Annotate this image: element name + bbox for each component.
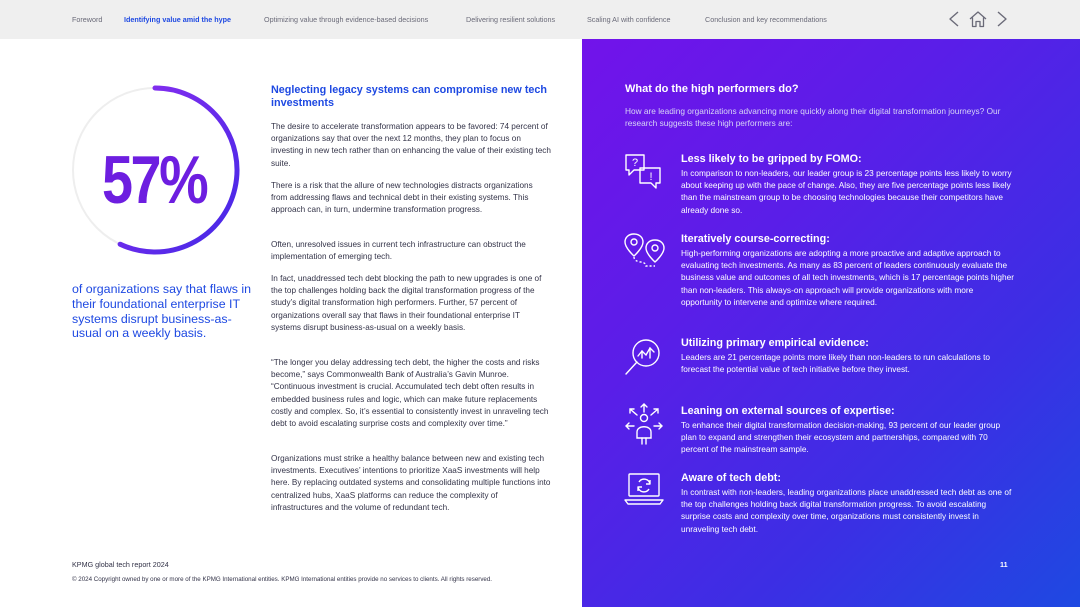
item-title: Less likely to be gripped by FOMO:: [681, 153, 862, 165]
item-title: Utilizing primary empirical evidence:: [681, 337, 869, 349]
stat-description: of organizations say that flaws in their foundational enterprise IT systems disrupt business-as-usual on a weekly basis.: [72, 282, 252, 341]
nav-tab-identifying-value[interactable]: Identifying value amid the hype: [124, 15, 232, 24]
stat-value: 57%: [102, 142, 207, 218]
top-navigation: [0, 0, 1080, 39]
magnifier-chart-icon: [622, 336, 666, 380]
nav-tab-conclusion[interactable]: Conclusion and key recommendations: [705, 15, 827, 24]
home-icon[interactable]: [968, 10, 988, 28]
article-paragraph: Organizations must strike a healthy balance between new and existing tech investments. Executives’ intentions to prioritize XaaS investments will help here. By replacing outdated systems and consolidating multiple functions into centralized hubs, XaaS platforms can reduce the complexity of infrastructures and the volume of redundant tech.: [271, 454, 551, 512]
laptop-refresh-icon: [622, 468, 666, 512]
svg-text:!: !: [649, 171, 653, 183]
item-title: Aware of tech debt:: [681, 472, 781, 484]
speech-bubbles-icon: [622, 150, 666, 194]
nav-tab-resilient-solutions[interactable]: Delivering resilient solutions: [466, 15, 556, 24]
nav-tab-optimizing-value[interactable]: Optimizing value through evidence-based decisions: [264, 15, 429, 24]
route-pins-icon: [622, 230, 666, 274]
footer-report-title: KPMG global tech report 2024: [72, 560, 169, 569]
nav-tab-scaling-ai[interactable]: Scaling AI with confidence: [587, 15, 671, 24]
article-paragraph: There is a risk that the allure of new technologies distracts organizations from addressing flaws and technical debt in their existing systems. This approach can, in turn, undermine transformation progress.: [271, 181, 533, 215]
arrow-right-icon[interactable]: [995, 10, 1009, 28]
panel-intro: How are leading organizations advancing more quickly along their digital transformation journeys? Our research suggests these high performers are:: [625, 106, 1001, 128]
network-person-icon: [622, 402, 666, 446]
article-paragraph: The desire to accelerate transformation appears to be favored: 74 percent of organizations say that over the next 12 months, they plan to focus on investing in new tech rather than on enhancing the value of their existing tech suite.: [271, 122, 551, 168]
item-body: Leaders are 21 percentage points more likely than non-leaders to run calculations to forecast the potential value of tech initiative before they invest.: [681, 352, 991, 375]
article-paragraph: In fact, unaddressed tech debt blocking the path to new upgrades is one of the top challenges holding back the digital transformation progress of the study’s digital transformation high performers. Further, 57 percent of organizations overall say that flaws in their foundational enterprise IT systems disrupt business-as-usual on a weekly basis.: [271, 274, 542, 332]
article-heading: Neglecting legacy systems can compromise new tech investments: [271, 84, 548, 110]
item-body: In comparison to non-leaders, our leader group is 23 percentage points less likely to worry about keeping up with the pace of change. Also, they are five percentage points less likely than the mainstream group to be choosing technologies because their competitors have already done so.: [681, 168, 1012, 215]
svg-text:?: ?: [631, 157, 639, 169]
item-body: In contrast with non-leaders, leading organizations place unaddressed tech debt as one of the top challenges holding back digital transformation progress. To avoid escalating surprise costs and complexity over time, organizations must consistently invest in unraveling tech debt.: [681, 487, 1012, 534]
item-title: Leaning on external sources of expertise:: [681, 405, 895, 417]
arrow-left-icon[interactable]: [947, 10, 961, 28]
item-body: High-performing organizations are adopting a more proactive and adaptive approach to evaluating tech investments. As many as 83 percent of leaders continuously evaluate the business value and outcomes of all tech investments, which is 17 percentage points higher than non-leaders. This always-on approach will provide organizations with more opportunity to intervene and optimize where required.: [681, 248, 1014, 307]
item-body: To enhance their digital transformation decision-making, 93 percent of our leader group plan to expand and strengthen their ecosystem and partnerships, compared with 70 percent of the mainstream sample.: [681, 420, 1001, 455]
panel-heading: What do the high performers do?: [625, 83, 799, 95]
item-title: Iteratively course-correcting:: [681, 233, 830, 245]
page-number: 11: [1000, 560, 1008, 569]
nav-tab-foreword[interactable]: Foreword: [72, 15, 103, 24]
article-paragraph: Often, unresolved issues in current tech infrastructure can obstruct the implementation of emerging tech.: [271, 240, 526, 262]
article-quote-paragraph: “The longer you delay addressing tech debt, the higher the costs and risks become,” says Commonwealth Bank of Australia’s Gavin Munroe. “Continuous investment is crucial. Accumulated tech debt often results in embedded business rules and logic, which can make future replacements costly and complex. So, it’s essential to consistently invest in unraveling tech debt to avoid escalating surprise costs and complexity over time.”: [271, 358, 549, 429]
footer-copyright: © 2024 Copyright owned by one or more of the KPMG International entities. KPMG International entities provide no services to clients. All rights reserved.: [72, 576, 493, 583]
